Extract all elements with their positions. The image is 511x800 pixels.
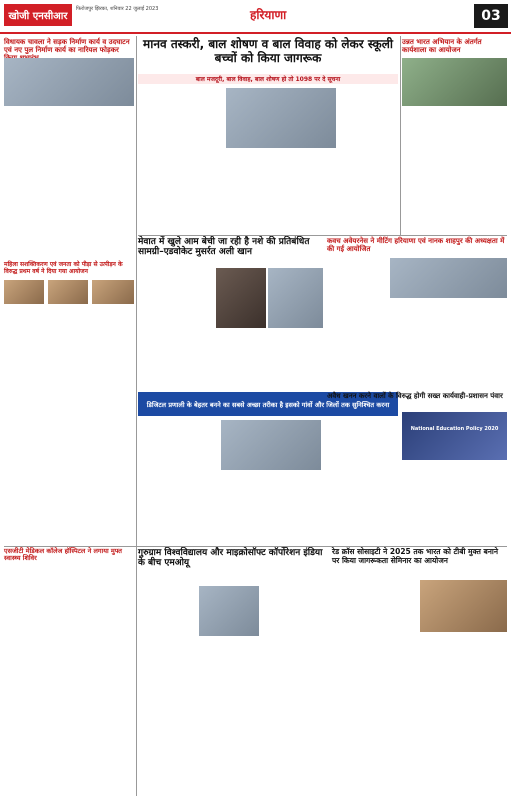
article-headline-a1: विधायक चावला ने सड़क निर्माण कार्य व उदघाटन एवं नए पुल निर्माण कार्य का नारियल फोड़कर (4, 38, 130, 55)
article-body-a10-col3 (262, 586, 328, 796)
column-rule (136, 36, 137, 796)
page-number: 03 (474, 4, 508, 28)
article-body-a7-cont (221, 472, 321, 545)
article-body-a6 (4, 306, 134, 431)
article-body-a10-cont (199, 638, 259, 796)
article-headline-a11: रेड क्रॉस सोसाइटी ने 2025 तक भारत को टीबी मुक्त बनाने पर किया जागरूकता सेमिनार का आयोजन (332, 547, 499, 565)
article-headline-a9: एसजीटी मेडिकल कॉलेज हॉस्पिटल ने लगाया मुफ्त स्वास्थ्य शिविर (4, 547, 123, 563)
article-body-a4 (138, 268, 213, 388)
photo-lead (226, 88, 336, 148)
section-rule (138, 235, 507, 236)
article-body-a7 (138, 420, 218, 545)
section-title: हरियाणा (250, 8, 287, 22)
lead-body-col3 (340, 88, 398, 233)
article-body-a10 (138, 586, 196, 796)
photo-a6-1 (4, 280, 44, 304)
article-body-a11 (332, 580, 416, 796)
lead-body-col2 (226, 150, 336, 233)
section-rule (4, 546, 507, 547)
article-body-a11-cont (420, 634, 507, 796)
banner-headline-a7: डिजिटल प्रणाली के बेहतर बनने का सबसे अच्छा तरीका है इसको गांवों और जिलों तक सुनिश्चित करना (138, 392, 398, 416)
seminar-banner-text: National Education Policy 2020 (410, 426, 499, 432)
photo-a4-portrait (268, 268, 323, 328)
article-body-a9 (4, 568, 134, 796)
article-body-a5-cont (390, 300, 507, 388)
article-headline-a6: महिला सशक्तिकरण एवं जनता को पीड़ा से उत्पीड़न के विरुद्ध प्रथम वर्ष ने दिया गया आयोजन (4, 261, 123, 275)
lead-body-col1 (138, 88, 223, 233)
photo-a7 (221, 420, 321, 470)
article-body-a3 (402, 108, 507, 233)
photo-a4-books (216, 268, 266, 328)
article-body-a5 (327, 258, 387, 388)
photo-a6-3 (92, 280, 134, 304)
article-headline-a8: अवैध खनन करने वालों के विरुद्ध होगी सख्त कार्यवाही–प्रशासन पंवार (327, 392, 503, 400)
photo-a10 (199, 586, 259, 636)
lead-headline: मानव तस्करी, बाल शोषण व बाल विवाह को लेकर स्कूली बच्चों को किया जागरूक (143, 37, 393, 65)
article-body-a4-cont (216, 330, 323, 388)
article-body-a1 (4, 108, 134, 258)
article-headline-a10: गुरुग्राम विश्वविद्यालय और माइक्रोसॉफ्ट कॉर्पोरेशन इंडिया के बीच एमओयू (138, 548, 323, 569)
article-headline-a5: कवच अवेयरनेस ने मीटिंग हरियाणा एवं नानक शाहपुर की अध्यक्षता में की गई आयोजित (327, 237, 505, 254)
column-rule (400, 36, 401, 236)
brand-logo: खोजी एनसीआर (4, 4, 72, 26)
article-body-a8 (327, 412, 399, 545)
photo-a3 (402, 58, 507, 106)
article-headline-a3: उन्नत भारत अभियान के अंतर्गत कार्यशाला का आयोजन (402, 38, 482, 55)
photo-a8-seminar (402, 412, 507, 460)
masthead-subline: फिरोजपुर झिरका, शनिवार 22 जुलाई 2023 (76, 6, 159, 12)
lead-kicker: बाल मजदूरी, बाल विवाह, बाल शोषण हो तो 1098 पर दे सूचना (138, 74, 398, 84)
photo-a6-2 (48, 280, 88, 304)
photo-a5 (390, 258, 507, 298)
photo-a1 (4, 58, 134, 106)
article-headline-a4: मेवात में खुले आम बेची जा रही है नशे की प्रतिबंधित सामग्री–एडवोकेट मुसर्रत अली खान (138, 237, 310, 258)
article-body-a8-cont (402, 462, 507, 545)
photo-a11 (420, 580, 507, 632)
